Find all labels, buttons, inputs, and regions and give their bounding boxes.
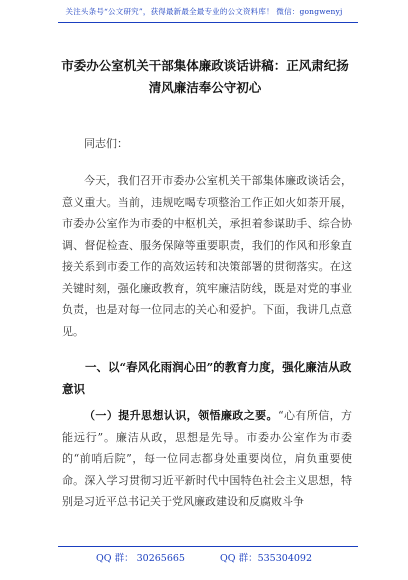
document-title: 市委办公室机关干部集体廉政谈话讲稿：正风肃纪扬清风廉洁奉公守初心 — [61, 58, 349, 95]
subsection-body: “心有所信，方能远行”。廉洁从政，思想是先导。市委办公室作为市委的“前哨后院”，每一位同志都身处重要岗位，肩负重要使命。深入学习贯彻习近平新时代中国特色社会主义思想，特别是习近平总书记关于党风廉政建设和反腐败斗争 — [62, 409, 353, 508]
top-banner: 关注头条号“公文研究”，获得最新最全最专业的公文资料库！ 微信：gongwenyj — [65, 7, 343, 16]
footer-contact — [0, 550, 408, 564]
section-heading: 一、以“春风化雨润心田”的教育力度，强化廉洁从政意识 — [62, 360, 352, 396]
qq-group-1: QQ 群： 30265665 — [95, 553, 185, 564]
header-divider — [58, 22, 358, 23]
salutation: 同志们： — [84, 137, 128, 150]
body-paragraph: 今天，我们召开市委办公室机关干部集体廉政谈话会，意义重大。当前，违规吃喝专项整治工作正如火如荼开展，市委办公室作为市委的中枢机关，承担着参谋助手、综合协调、督促检查、服务保障等重要职责，我们的作风和形象直接关系到市委工作的高效运转和决策部署的贯彻落实。在这关键时刻，强化廉政教育，筑牢廉洁防线，既是对党的事业负责，也是对每一位同志的关心和爱护。下面，我讲几点意见。 — [62, 174, 352, 338]
subsection-heading: （一）提升思想认识，领悟廉政之要。 — [84, 409, 278, 422]
body-paragraph — [62, 405, 352, 513]
qq-group-2: QQ 群：535304092 — [220, 553, 312, 564]
footer-divider — [58, 546, 358, 547]
